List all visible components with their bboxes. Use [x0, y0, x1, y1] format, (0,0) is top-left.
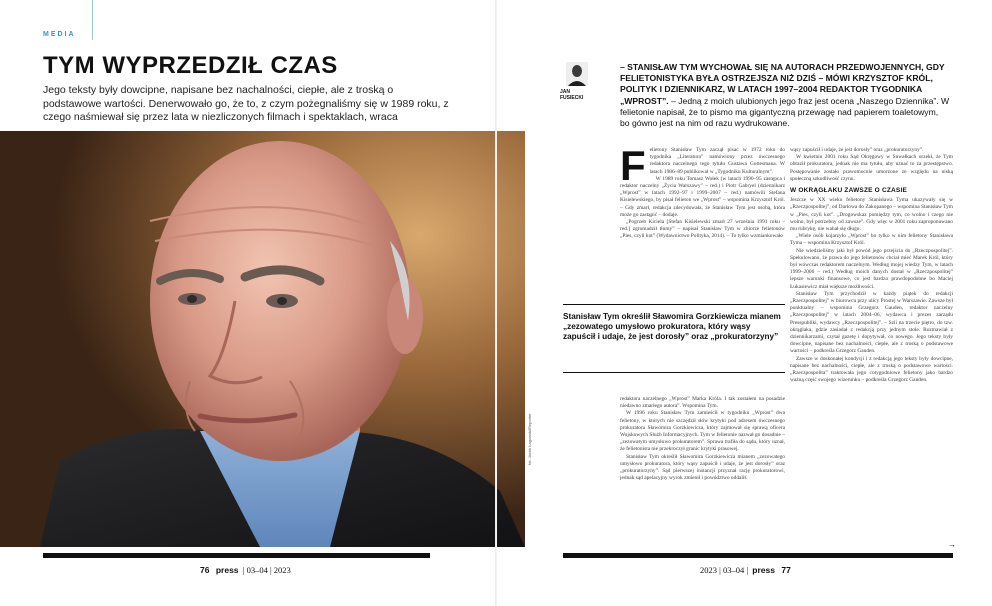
issue-label: 03–04 | 2023 [246, 565, 291, 575]
paragraph: Stanisław Tym określił Sławomira Gorzkiewicza mianem „zezowatego umysłowo prokuratora, który wąsy zapuścił i udaje, że jest dorosły” oraz „prokuratorzyny”. Sąd pierwszej instancji przyznał rację prokuratorowi, jednak sąd apelacyjny wyrok zmienił i powództwo oddalił. [620, 453, 785, 482]
page-number: 76 [200, 565, 210, 575]
author-portrait-icon [566, 62, 588, 86]
continue-arrow-icon: → [948, 540, 956, 549]
text-column-2 [790, 147, 953, 550]
paragraph: „Pogrzeb Kiciela [Stefan Kisielewski zmarł 27 września 1991 roku – red.] zgromadził tłumy” – napisał Stanisław Tym w zbiorze felietonów „Pies, czyli kot” (Wydawnictwo Polityka, 2014). – To tylko wzmiankowało [620, 219, 785, 240]
brand-logo: press [752, 565, 775, 575]
drop-cap: F [620, 147, 646, 189]
footer-bar [43, 553, 430, 558]
issue-label: 2023 | 03–04 | [700, 565, 749, 575]
author-last-name: FUSIECKI [560, 95, 584, 101]
paragraph: Jeszcze w XX wieku felietony Stanisława Tyma ukazywały się w „Rzeczpospolitej”, od Darłowa do Zakopanego – wspomina Stanisław Tym w „Pies, czyli kot”. „Drogowskaz pomiędzy tym, co wolno i czego nie wolno, był potrzebny od zawsze”. Gdy więc w 2001 roku zaproponowano mu rubrykę, nie wahał się długo. [790, 197, 953, 233]
pullquote: Stanisław Tym określił Sławomira Gorzkiewicza mianem „zezowatego umysłowo prokuratora, który wąsy zapuścił i udaje, że jest dorosły” oraz „prokuratorzyny” [563, 312, 781, 342]
paragraph: Stanisław Tym przychodził w każdy piątek do redakcji „Rzeczpospolitej” w biurowcu przy ulicy Prostej w Warszawie. Zawsze był punktualny – wspomina Grzegorz Gauden, redaktor naczelny „Rzeczpospolitej” w latach 2004–06, wydawca i prezes zarządu Presspubliki, wydawcy „Rzeczpospolitej”. – Szli na trzecie piętro, do tzw. okrąglaka, gdzie zasiadał z redakcją przy jednym stole. Rozmawiał z dziennikarzami, czytał gazetę i dopytywał, co nowego. Jego teksty były dowcipne, napisane bez nachalności, ciepłe, ale z troską o podstawowe wartości – podkreśla Grzegorz Gauden. [790, 290, 953, 355]
pullquote-rule-top [563, 304, 785, 305]
page-number: 77 [781, 565, 791, 575]
portrait-illustration [0, 131, 525, 547]
text-column-1-top [620, 147, 785, 299]
paragraph: „Wiele osób kojarzyło „Wprost” bo tylko w nim felietony Stanisława Tyma – wspomina Krzysztof Król. [790, 233, 953, 247]
portrait-photo [0, 131, 525, 547]
page-gutter [495, 0, 497, 606]
paragraph: W kwietniu 2001 roku Sąd Okręgowy w Suwałkach orzekł, że Tym obraził prokuratora, jednak nie ma tytułu, aby uznać to za przestępstwo. Postępowanie zostało prawomocnie umorzone ze względu na niską społeczną szkodliwość czynu. [790, 154, 953, 182]
folio-left: 76 press | 03–04 | 2023 [200, 565, 291, 575]
section-label: MEDIA [43, 31, 76, 38]
author-name [560, 89, 600, 101]
author-photo [566, 62, 588, 86]
article-lead: Jego teksty były dowcipne, napisane bez nachalności, ciepłe, ale z troską o podstawowe wartości. Denerwowało go, że to, z czym pożegnaliśmy się w 1989 roku, z czego naśmiewał się przez lata w niezliczonych filmach i spektaklach, wraca [43, 84, 449, 123]
paragraph: W 1989 roku Tomasz Wołek (w latach 1990–95 zastępca i redaktor naczelny „Życia Warszawy” – red.) i Piotr Gabryel (dziennikarz „Wprost” w latach 1992–97 i 1999–2007 – red.) namówili Stefana Kisielewskiego, by pisał felieton we „Wprost” – wspomina Krzysztof Król. – Gdy zmarł, redakcja zdecydowała, że Stanisław Tym jest osobą, która może go zastąpić – dodaje. [620, 175, 785, 218]
paragraph: Nie wiedzieliśmy jaki był powód jego przejścia do „Rzeczpospolitej”. Spekulowano, że prawa do jego felietonów chciał mieć Marek Król, który był wówczas redaktorem naczelnym. Według mojej wiedzy Tym, w latach 1999–2006 – red.) Według moich danych dostał w „Rzeczpospolitej” lepsze warunki finansowe, co jest bardzo prawdopodobne bo Maciej Łukasiewicz miał większe możliwości. [790, 247, 953, 290]
paragraph: wąsy zapuścił i udaje, że jest dorosły” oraz „prokuratorzyny”. [790, 147, 924, 153]
photo-credit: fot. Jacek Łagowski/Reporter [527, 413, 532, 465]
author-first-name: JAN [560, 89, 571, 95]
subhead: W OKRĄGŁAKU ZAWSZE O CZASIE [790, 187, 907, 195]
article-headline: TYM WYPRZEDZIŁ CZAS [43, 52, 338, 79]
article-intro [620, 62, 950, 129]
paragraph: Zawsze w doskonałej kondycji i z redakcją jego teksty były dowcipne, napisane bez nachalności, ciepłe, ale z troską o podstawowe wartości. „Rzeczpospolita” traktowała jego cotygodniowe felietony jako bardzo ważną część swojego wizerunku – podkreśla Grzegorz Gauden. [790, 355, 953, 384]
intro-rest: – Jedną z moich ulubionych jego fraz jest ocena „Naszego Dziennika”. W felietonie napisał, że to pismo ma gigantyczną przewagę nad papierem toaletowym, bo gówno jest na nim od razu wydrukowane. [620, 95, 950, 129]
paragraph: W 1996 roku Stanisław Tym zamieścił w tygodniku „Wprost” dwa felietony, w których nie szczędził słów krytyki pod adresem ówczesnego prokuratora Sławomira Gorzkiewicza, który zajmował się sprawą oficera Wojskowych Służb Informacyjnych. Tym w felietonie nazwał go dosadnie – „zezowatym umysłowo prokuratorem”. Sprawa trafiła do sądu, który uznał, że felietonista nie przekroczył granic krytyki prasowej. [620, 410, 785, 453]
section-rule [92, 0, 93, 40]
folio-right [700, 565, 791, 575]
text-column-1-bottom [620, 396, 785, 550]
brand-logo: press [215, 565, 239, 575]
footer-bar [563, 553, 953, 558]
paragraph: elietony Stanisław Tym zaczął pisać w 1972 roku do tygodnika „Literatura” namówiony przez ówczesnego redaktora naczelnego tego tytułu Gustawa Gottesmana. W latach 1986–89 publikował w „Tygodniku Kulturalnym”. [649, 147, 785, 175]
paragraph: redaktora naczelnego „Wprost” Marka Króla. I tak zostałem na posadzie niedawno zmarłego autora”. Wspomina Tym. [620, 396, 785, 410]
pullquote-rule-bottom [563, 372, 785, 373]
intro-caps: – STANISŁAW TYM WYCHOWAŁ SIĘ NA AUTORACH PRZEDWOJENNYCH, GDY FELIETONISTYKA BYŁA OSTRZEJSZA NIŻ DZIŚ – MÓWI KRZYSZTOF KRÓL, POLITYK I DZIENNIKARZ, W LATACH 1997–2004 REDAKTOR TYGODNIKA „WPROST”. [620, 62, 945, 106]
